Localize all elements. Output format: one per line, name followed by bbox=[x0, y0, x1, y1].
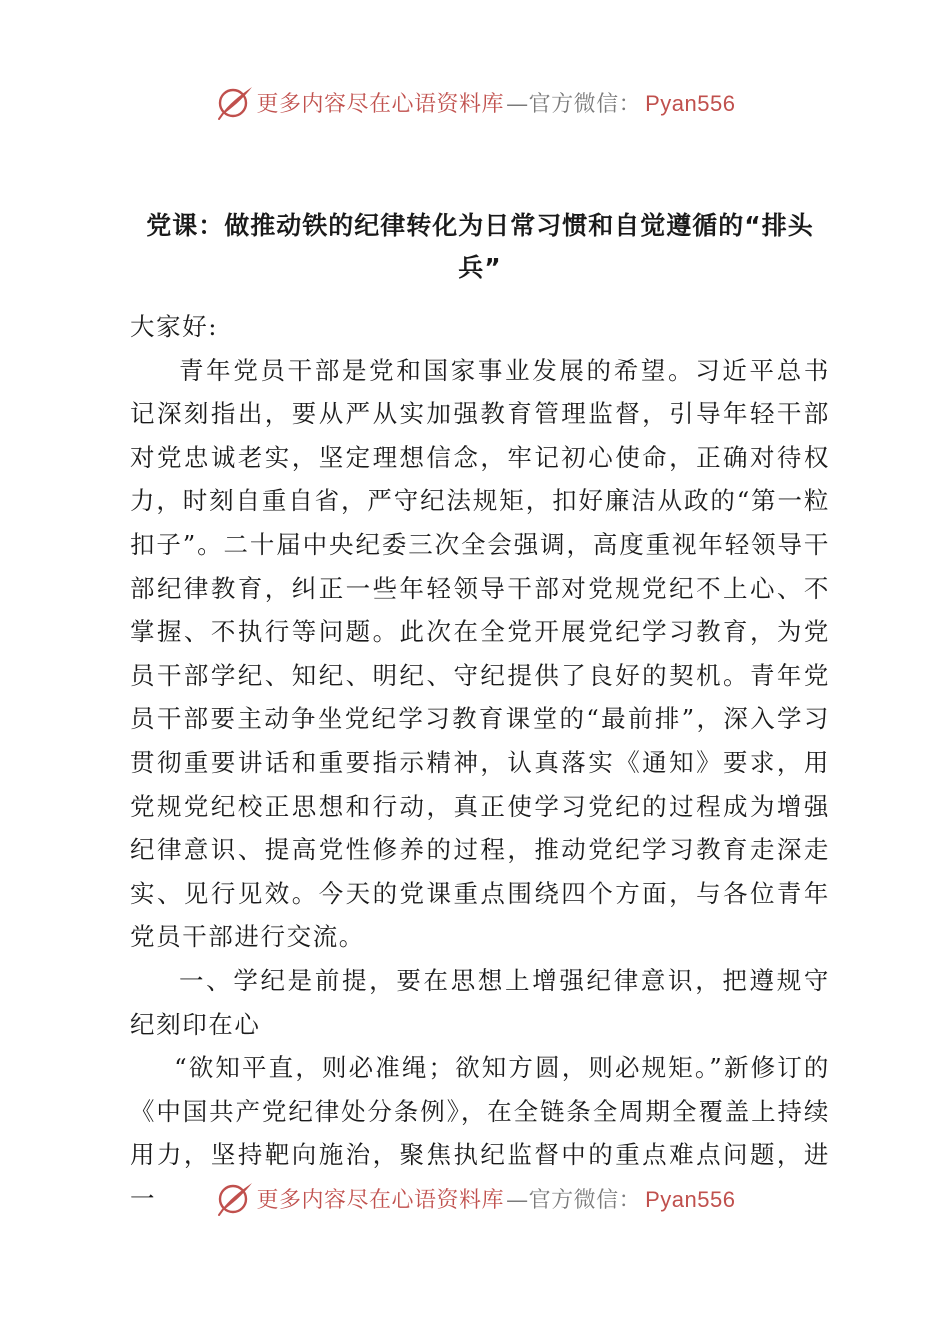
watermark-text bbox=[257, 1183, 736, 1214]
watermark-separator: — bbox=[506, 91, 529, 117]
quill-logo-icon bbox=[215, 82, 255, 122]
greeting: 大家好: bbox=[130, 312, 219, 341]
watermark-wechat-id: Pyan556 bbox=[645, 1186, 736, 1212]
body-paragraph-quote: “欲知平直，则必准绳；欲知方圆，则必规矩。”新修订的《中国共产党纪律处分条例》，在全链条全周期全覆盖上持续用力，坚持靶向施治，聚焦执纪监督中的重点难点问题，进一 bbox=[130, 1053, 830, 1213]
body-paragraph-intro: 青年党员干部是党和国家事业发展的希望。习近平总书记深刻指出，要从严从实加强教育管理监督，引导年轻干部对党忠诚老实，坚定理想信念，牢记初心使命，正确对待权力，时刻自重自省，严守纪法规矩，扣好廉洁从政的“第一粒扣子”。二十届中央纪委三次全会强调，高度重视年轻领导干部纪律教育，纠正一些年轻领导干部对党规党纪不上心、不掌握、不执行等问题。此次在全党开展党纪学习教育，为党员干部学纪、知纪、明纪、守纪提供了良好的契机。青年党员干部要主动争坐党纪学习教育课堂的“最前排”，深入学习贯彻重要讲话和重要指示精神，认真落实《通知》要求，用党规党纪校正思想和行动，真正使学习党纪的过程成为增强纪律意识、提高党性修养的过程，推动党纪学习教育走深走实、见行见效。今天的党课重点围绕四个方面，与各位青年党员干部进行交流。 bbox=[130, 355, 830, 952]
watermark-banner-top bbox=[0, 80, 950, 124]
quill-logo-icon bbox=[215, 1178, 255, 1218]
document-title: 党课：做推动铁的纪律转化为日常习惯和自觉遵循的“排头兵” bbox=[146, 210, 814, 282]
watermark-site-text: 更多内容尽在心语资料库 bbox=[256, 91, 505, 117]
document-body bbox=[130, 305, 830, 1220]
watermark-separator: — bbox=[506, 1187, 529, 1213]
watermark-site-text: 更多内容尽在心语资料库 bbox=[256, 1187, 505, 1213]
watermark-wechat-label: 官方微信： bbox=[528, 1187, 642, 1213]
section-heading-1: 一、学纪是前提，要在思想上增强纪律意识，把遵规守纪刻印在心 bbox=[130, 965, 830, 1039]
watermark-wechat-id: Pyan556 bbox=[645, 90, 736, 116]
watermark-banner-bottom bbox=[0, 1176, 950, 1220]
watermark-text bbox=[257, 87, 736, 118]
watermark-wechat-label: 官方微信： bbox=[528, 91, 642, 117]
